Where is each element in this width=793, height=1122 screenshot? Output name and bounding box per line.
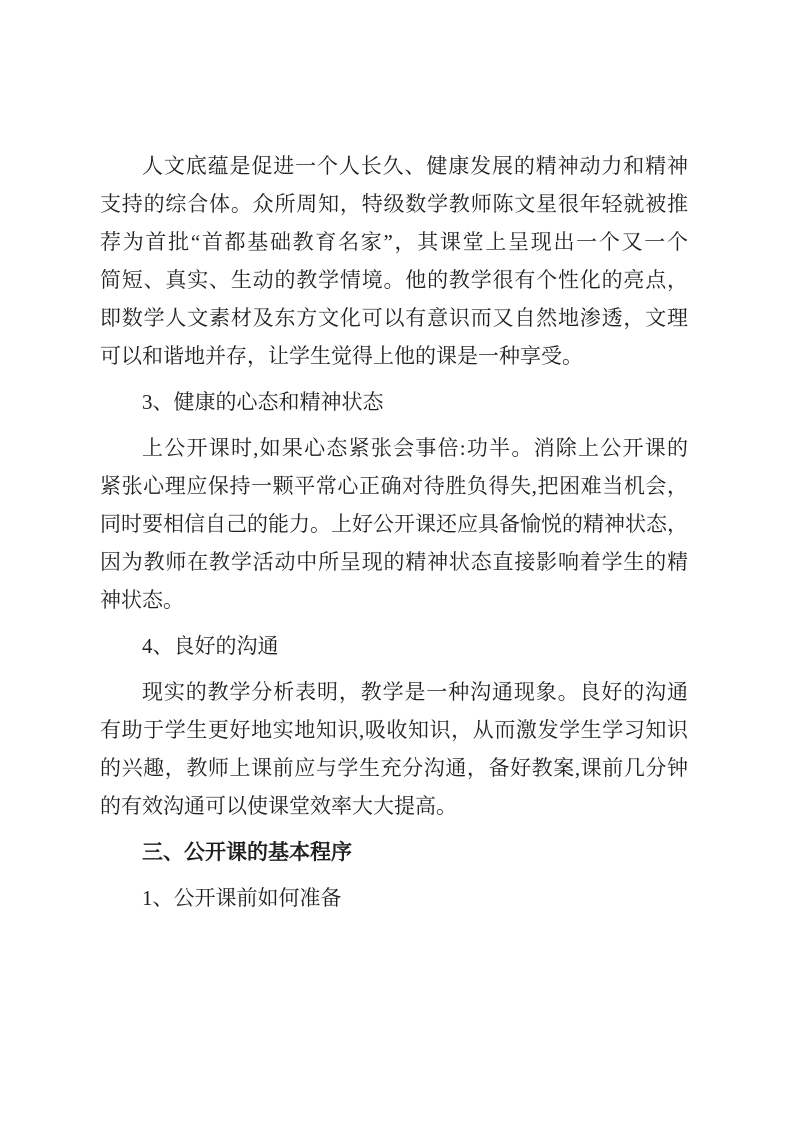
text-line: 神状态。 bbox=[100, 588, 184, 612]
text-line: 即数学人文素材及东方文化可以有意识而又自然地渗透，文理 bbox=[100, 306, 688, 330]
text-line: 因为教师在教学活动中所呈现的精神状态直接影响着学生的精 bbox=[100, 550, 688, 574]
text-line: 的有效沟通可以使课堂效率大大提高。 bbox=[100, 794, 457, 818]
text-line: 有助于学生更好地实地知识,吸收知识，从而激发学生学习知识 bbox=[100, 718, 688, 742]
text-line: 紧张心理应保持一颗平常心正确对待胜负得失,把困难当机会， bbox=[100, 474, 688, 498]
heading-1-prepare-before-class: 1、公开课前如何准备 bbox=[142, 886, 342, 910]
heading-4-good-communication: 4、良好的沟通 bbox=[142, 634, 279, 658]
heading-3-healthy-mentality: 3、健康的心态和精神状态 bbox=[142, 390, 384, 414]
text-line: 的兴趣，教师上课前应与学生充分沟通，备好教案,课前几分钟 bbox=[100, 756, 688, 780]
document-body bbox=[100, 147, 688, 925]
text-line: 支持的综合体。众所周知，特级数学教师陈文星很年轻就被推 bbox=[100, 192, 688, 216]
text-line: 同时要相信自己的能力。上好公开课还应具备愉悦的精神状态， bbox=[100, 512, 688, 536]
text-line: 可以和谐地并存，让学生觉得上他的课是一种享受。 bbox=[100, 344, 583, 368]
text-line: 现实的教学分析表明，教学是一种沟通现象。良好的沟通 bbox=[142, 680, 688, 704]
paragraph-mentality bbox=[100, 429, 688, 619]
text-line: 人文底蕴是促进一个人长久、健康发展的精神动力和精神 bbox=[142, 154, 688, 178]
text-line: 上公开课时,如果心态紧张会事倍:功半。消除上公开课的 bbox=[142, 436, 688, 460]
paragraph-communication bbox=[100, 673, 688, 825]
heading-san-basic-procedure: 三、公开课的基本程序 bbox=[142, 840, 352, 864]
paragraph-humanistic-foundation bbox=[100, 147, 688, 375]
text-line: 荐为首批“首都基础教育名家”，其课堂上呈现出一个又一个 bbox=[100, 230, 688, 254]
text-line: 简短、真实、生动的教学情境。他的教学很有个性化的亮点， bbox=[100, 268, 688, 292]
